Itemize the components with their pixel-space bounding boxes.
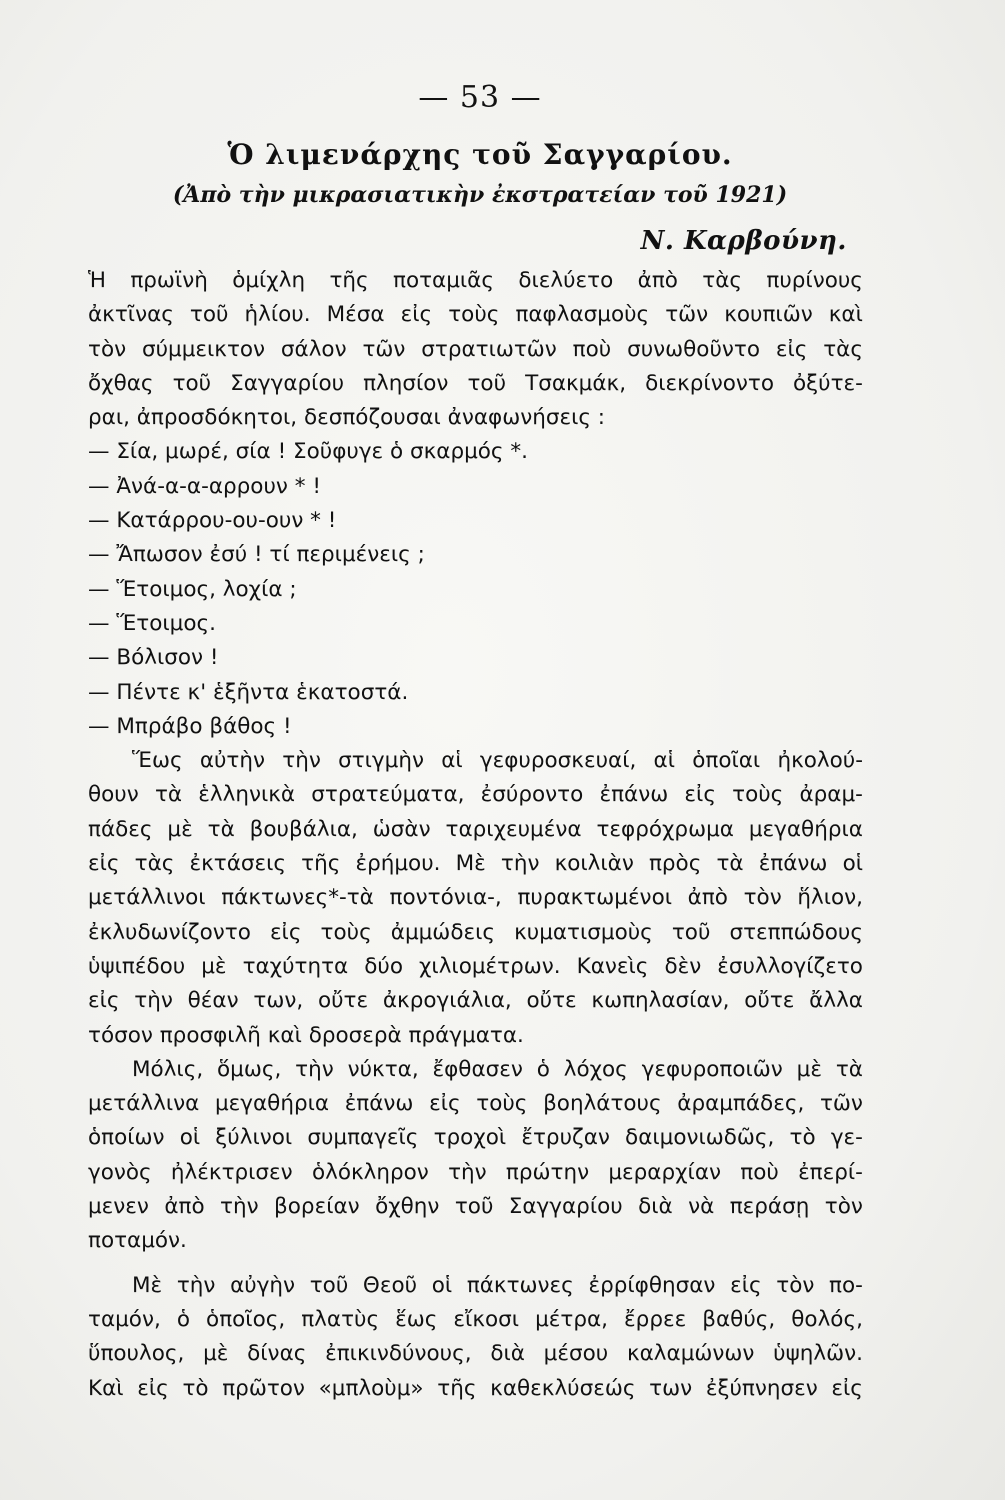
text-line: ἐκλυδωνίζοντο εἰς τοὺς ἀμμώδεις κυματισμοὺς τοῦ στεππώδους [88, 919, 863, 945]
text-line: Μὲ τὴν αὐγὴν τοῦ Θεοῦ οἱ πάκτωνες ἐρρίφθησαν εἰς τὸν πο- [132, 1272, 863, 1298]
dialogue-line: — Πέντε κ' ἑξῆντα ἑκατοστά. [88, 679, 409, 705]
dialogue-line: — Ἕτοιμος, λοχία ; [88, 576, 297, 602]
text-line: Καὶ εἰς τὸ πρῶτον «μπλοὺμ» τῆς καθεκλύσεώς των ἐξύπνησεν εἰς [88, 1375, 863, 1401]
chapter-title: Ὁ λιμενάρχης τοῦ Σαγγαρίου. [227, 138, 733, 171]
text-line: Μόλις, ὅμως, τὴν νύκτα, ἔφθασεν ὁ λόχος γεφυροποιῶν μὲ τὰ [132, 1056, 863, 1082]
author-name: Ν. Καρβούνη. [640, 226, 847, 256]
dialogue-line: — Ἕτοιμος. [88, 610, 216, 636]
dialogue-line: — Ἄπωσον ἐσύ ! τί περιμένεις ; [88, 542, 425, 568]
chapter-subtitle: (Ἀπὸ τὴν μικρασιατικὴν ἐκστρατείαν τοῦ 1921) [172, 182, 788, 208]
text-line: τόσον προσφιλῆ καὶ δροσερὰ πράγματα. [88, 1022, 524, 1048]
text-line: γονὸς ἠλέκτρισεν ὁλόκληρον τὴν πρώτην μεραρχίαν ποὺ ἐπερί- [88, 1159, 863, 1185]
text-line: πάδες μὲ τὰ βουβάλια, ὡσὰν ταριχευμένα τεφρόχρωμα μεγαθήρια [88, 816, 863, 842]
text-line: ὕπουλος, μὲ δίνας ἐπικινδύνους, διὰ μέσου καλαμώνων ὑψηλῶν. [88, 1341, 863, 1367]
text-line: τὸν σύμμεικτον σάλον τῶν στρατιωτῶν ποὺ συνωθοῦντο εἰς τὰς [88, 336, 863, 362]
dialogue-line: — Κατάρρου-ου-ουν * ! [88, 508, 337, 534]
dialogue-line: — Ἀνά-α-α-αρρουν * ! [88, 473, 321, 499]
text-line: εἰς τὴν θέαν των, οὔτε ἀκρογιάλια, οὔτε κωπηλασίαν, οὔτε ἄλλα [88, 988, 863, 1014]
text-line: εἰς τὰς ἐκτάσεις τῆς ἐρήμου. Μὲ τὴν κοιλιὰν πρὸς τὰ ἐπάνω οἱ [88, 851, 863, 877]
text-line: μετάλλινα μεγαθήρια ἐπάνω εἰς τοὺς βοηλάτους ἀραμπάδες, τῶν [88, 1091, 863, 1117]
dialogue-line: — Σία, μωρέ, σία ! Σοῦφυγε ὁ σκαρμός *. [88, 439, 528, 465]
text-line: θουν τὰ ἑλληνικὰ στρατεύματα, ἐσύροντο ἐπάνω εἰς τοὺς ἀραμ- [88, 782, 863, 808]
dialogue-line: — Μπράβο βάθος ! [88, 713, 292, 739]
text-line: ὄχθας τοῦ Σαγγαρίου πλησίον τοῦ Τσακμάκ, διεκρίνοντο ὀξύτε- [88, 370, 863, 396]
text-line: ὁποίων οἱ ξύλινοι συμπαγεῖς τροχοὶ ἔτρυζαν δαιμονιωδῶς, τὸ γε- [88, 1125, 863, 1151]
text-line: μενεν ἀπὸ τὴν βορείαν ὄχθην τοῦ Σαγγαρίου διὰ νὰ περάσῃ τὸν [88, 1194, 863, 1220]
text-line: Ἡ πρωϊνὴ ὁμίχλη τῆς ποταμιᾶς διελύετο ἀπὸ τὰς πυρίνους [88, 268, 863, 293]
page-number: — 53 — [418, 80, 542, 115]
text-line: ὑψιπέδου μὲ ταχύτητα δύο χιλιομέτρων. Κανεὶς δὲν ἐσυλλογίζετο [88, 953, 863, 979]
text-line: ραι, ἀπροσδόκητοι, δεσπόζουσαι ἀναφωνήσεις : [88, 405, 606, 431]
dialogue-line: — Βόλισον ! [88, 645, 219, 671]
paragraph-gap [88, 1259, 863, 1269]
text-line: ἀκτῖνας τοῦ ἡλίου. Μέσα εἰς τοὺς παφλασμοὺς τῶν κουπιῶν καὶ [88, 302, 863, 328]
text-line: μετάλλινοι πάκτωνες*-τὰ ποντόνια-, πυρακτωμένοι ἀπὸ τὸν ἥλιον, [88, 885, 863, 911]
text-line: ποταμόν. [88, 1228, 187, 1254]
body-text [88, 264, 863, 1406]
text-line: ταμόν, ὁ ὁποῖος, πλατὺς ἕως εἴκοσι μέτρα, ἔρρεε βαθύς, θολός, [88, 1306, 863, 1332]
text-line: Ἕως αὐτὴν τὴν στιγμὴν αἱ γεφυροσκευαί, αἱ ὁποῖαι ἠκολού- [132, 748, 863, 774]
